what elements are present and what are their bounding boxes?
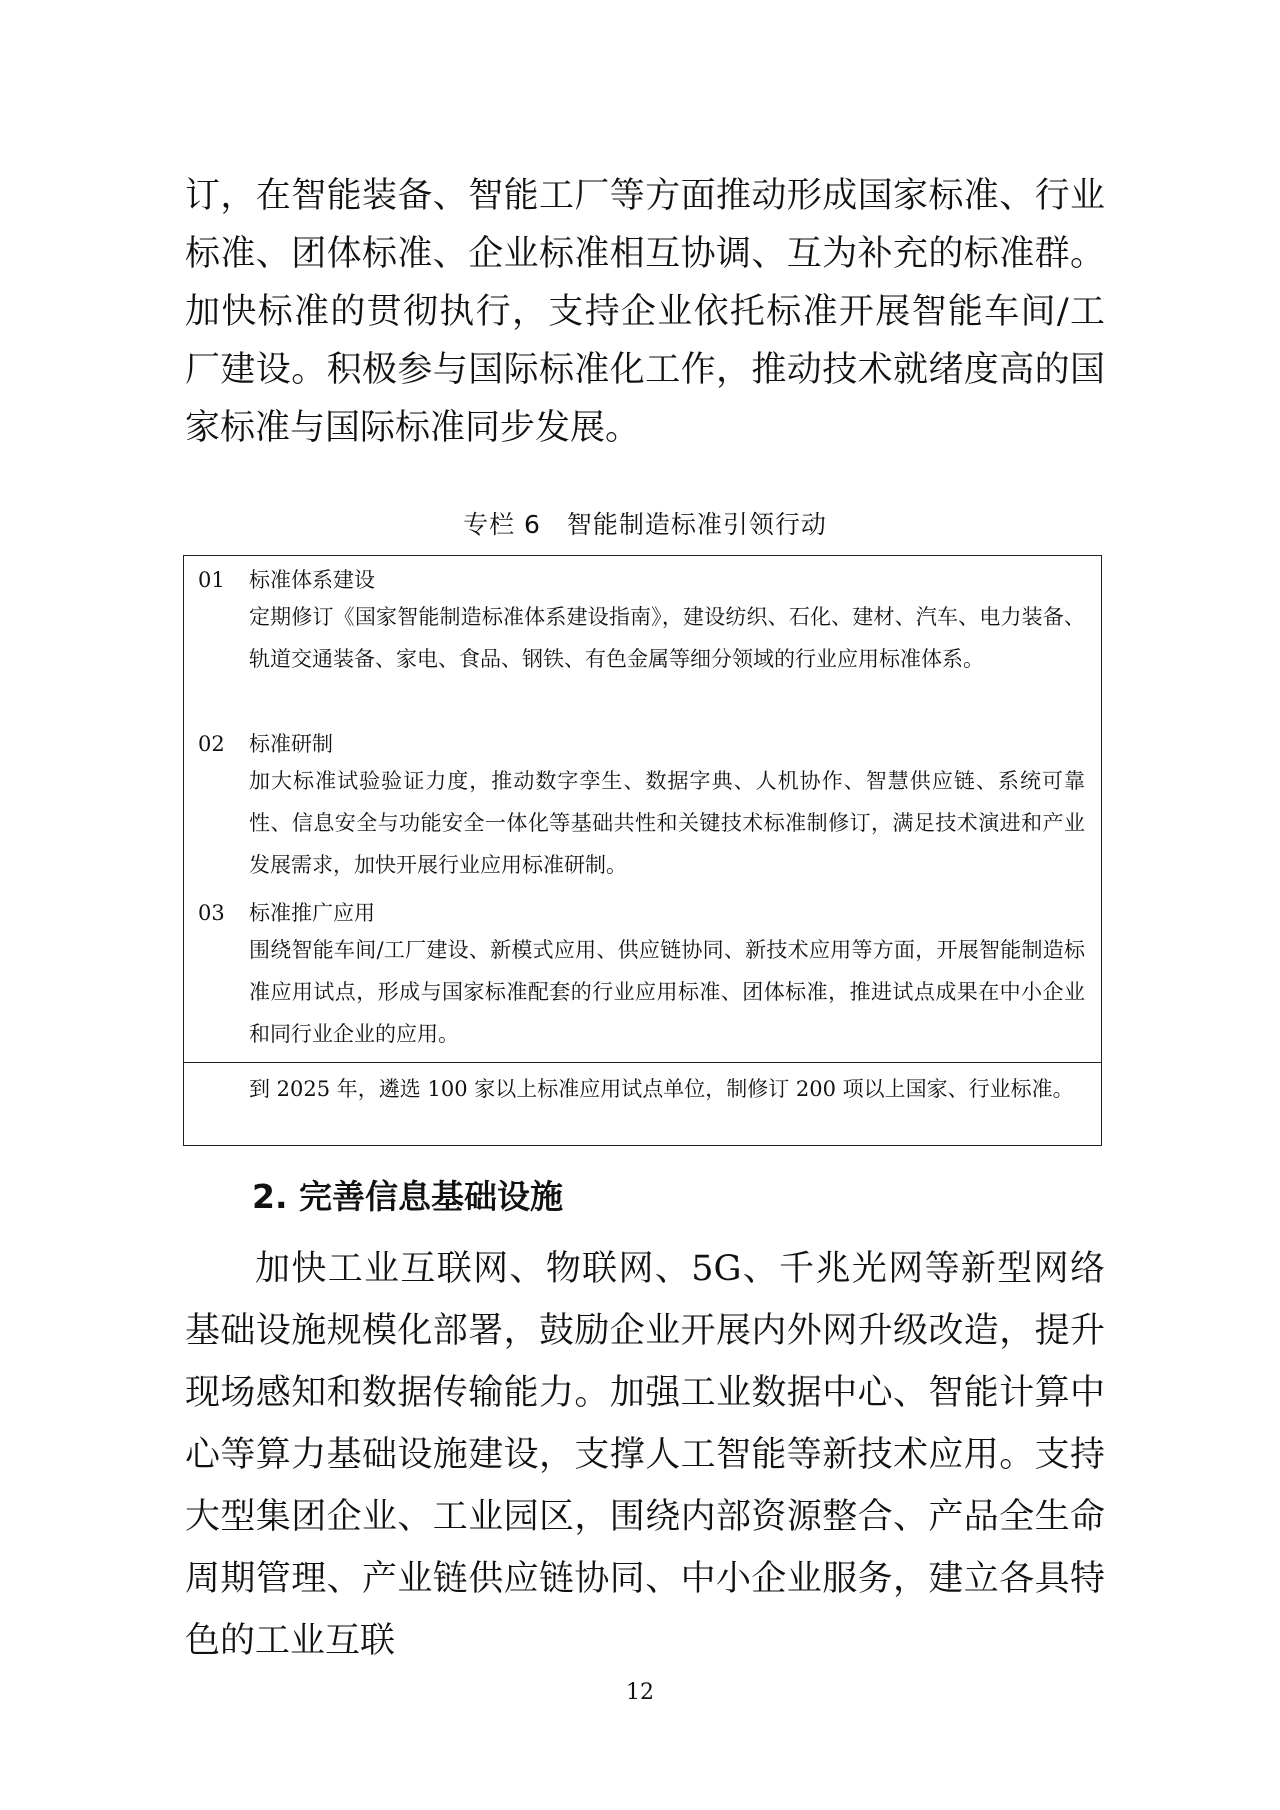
- box-summary: 到 2025 年，遴选 100 家以上标准应用试点单位，制修订 200 项以上国家、行业标准。: [249, 1077, 1074, 1101]
- feature-box-title: 专栏 6 智能制造标准引领行动: [463, 510, 827, 539]
- item-heading: 标准体系建设: [249, 568, 375, 592]
- item-heading: 标准研制: [249, 732, 333, 756]
- item-number: 03: [198, 901, 225, 925]
- item-heading: 标准推广应用: [249, 901, 375, 925]
- item-body: 围绕智能车间/工厂建设、新模式应用、供应链协同、新技术应用等方面，开展智能制造标准应用试点，形成与国家标准配套的行业应用标准、团体标准，推进试点成果在中小企业和同行业企业的应用。: [249, 938, 1085, 1046]
- box-divider: [184, 1062, 1101, 1063]
- item-body: 定期修订《国家智能制造标准体系建设指南》，建设纺织、石化、建材、汽车、电力装备、轨道交通装备、家电、食品、钢铁、有色金属等细分领域的行业应用标准体系。: [249, 605, 1085, 671]
- section-heading: 2. 完善信息基础设施: [252, 1177, 563, 1216]
- item-number: 01: [198, 568, 225, 592]
- body-paragraph-bottom: 加快工业互联网、物联网、5G、千兆光网等新型网络基础设施规模化部署，鼓励企业开展内外网升级改造，提升现场感知和数据传输能力。加强工业数据中心、智能计算中心等算力基础设施建设，支撑人工智能等新技术应用。支持大型集团企业、工业园区，围绕内部资源整合、产品全生命周期管理、产业链供应链协同、中小企业服务，建立各具特色的工业互联: [185, 1249, 1105, 1661]
- item-number: 02: [198, 732, 225, 756]
- feature-box: [183, 555, 1102, 1146]
- body-paragraph-top: 订，在智能装备、智能工厂等方面推动形成国家标准、行业标准、团体标准、企业标准相互协调、互为补充的标准群。加快标准的贯彻执行，支持企业依托标准开展智能车间/工厂建设。积极参与国际标准化工作，推动技术就绪度高的国家标准与国际标准同步发展。: [185, 176, 1105, 448]
- page-number: 12: [626, 1680, 654, 1705]
- item-body: 加大标准试验验证力度，推动数字孪生、数据字典、人机协作、智慧供应链、系统可靠性、信息安全与功能安全一体化等基础共性和关键技术标准制修订，满足技术演进和产业发展需求，加快开展行业应用标准研制。: [249, 769, 1085, 877]
